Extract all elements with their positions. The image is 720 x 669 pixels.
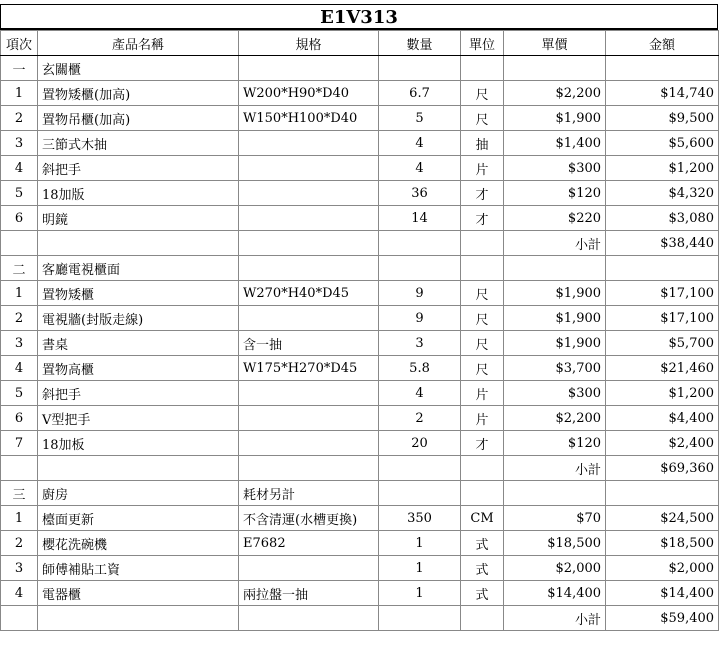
table-row	[1, 406, 719, 431]
header-spec: 規格	[239, 31, 379, 56]
item-spec: 兩拉盤一抽	[239, 581, 379, 606]
header-unit: 單位	[461, 31, 504, 56]
item-amount: $5,600	[606, 131, 719, 156]
item-unit: 片	[461, 406, 504, 431]
item-number: 3	[1, 556, 38, 581]
item-price: $300	[504, 156, 606, 181]
empty-cell	[379, 456, 461, 481]
empty-cell	[504, 256, 606, 281]
empty-cell	[461, 456, 504, 481]
item-qty: 3	[379, 331, 461, 356]
item-name: 置物矮櫃	[38, 281, 239, 306]
item-number: 3	[1, 331, 38, 356]
section-row	[1, 256, 719, 281]
item-qty: 36	[379, 181, 461, 206]
item-amount: $18,500	[606, 531, 719, 556]
item-spec	[239, 381, 379, 406]
item-price: $1,900	[504, 331, 606, 356]
item-spec	[239, 556, 379, 581]
item-unit: CM	[461, 506, 504, 531]
item-name: 斜把手	[38, 156, 239, 181]
item-price: $3,700	[504, 356, 606, 381]
item-name: 電器櫃	[38, 581, 239, 606]
item-name: 書桌	[38, 331, 239, 356]
section-spec	[239, 56, 379, 81]
item-name: 18加版	[38, 181, 239, 206]
subtotal-label: 小計	[504, 606, 606, 631]
subtotal-row	[1, 606, 719, 631]
item-amount: $9,500	[606, 106, 719, 131]
section-name: 玄關櫃	[38, 56, 239, 81]
item-name: 檯面更新	[38, 506, 239, 531]
item-name: 電視牆(封版走線)	[38, 306, 239, 331]
table-row	[1, 156, 719, 181]
item-qty: 1	[379, 581, 461, 606]
header-qty: 數量	[379, 31, 461, 56]
item-unit: 式	[461, 531, 504, 556]
item-spec	[239, 206, 379, 231]
empty-cell	[239, 606, 379, 631]
item-spec: W175*H270*D45	[239, 356, 379, 381]
item-spec: W270*H40*D45	[239, 281, 379, 306]
item-name: 置物矮櫃(加高)	[38, 81, 239, 106]
item-qty: 9	[379, 281, 461, 306]
table-row	[1, 81, 719, 106]
item-spec: W150*H100*D40	[239, 106, 379, 131]
item-price: $1,900	[504, 281, 606, 306]
item-amount: $24,500	[606, 506, 719, 531]
item-unit: 式	[461, 581, 504, 606]
item-number: 4	[1, 581, 38, 606]
item-number: 5	[1, 181, 38, 206]
item-price: $220	[504, 206, 606, 231]
item-qty: 4	[379, 131, 461, 156]
item-number: 1	[1, 506, 38, 531]
item-amount: $21,460	[606, 356, 719, 381]
item-spec: 不含清運(水槽更換)	[239, 506, 379, 531]
empty-cell	[379, 481, 461, 506]
item-name: 斜把手	[38, 381, 239, 406]
item-qty: 5.8	[379, 356, 461, 381]
item-spec	[239, 406, 379, 431]
item-unit: 尺	[461, 306, 504, 331]
item-spec: 含一抽	[239, 331, 379, 356]
item-number: 2	[1, 531, 38, 556]
item-qty: 9	[379, 306, 461, 331]
subtotal-amount: $38,440	[606, 231, 719, 256]
item-price: $1,900	[504, 306, 606, 331]
empty-cell	[239, 456, 379, 481]
item-amount: $14,400	[606, 581, 719, 606]
table-row	[1, 506, 719, 531]
item-spec	[239, 156, 379, 181]
item-number: 1	[1, 281, 38, 306]
item-amount: $3,080	[606, 206, 719, 231]
item-unit: 尺	[461, 106, 504, 131]
empty-cell	[1, 231, 38, 256]
item-price: $120	[504, 431, 606, 456]
item-spec	[239, 431, 379, 456]
empty-cell	[1, 456, 38, 481]
section-number: 二	[1, 256, 38, 281]
item-qty: 1	[379, 556, 461, 581]
header-amount: 金額	[606, 31, 719, 56]
item-amount: $4,320	[606, 181, 719, 206]
item-amount: $1,200	[606, 381, 719, 406]
empty-cell	[38, 606, 239, 631]
item-number: 2	[1, 306, 38, 331]
item-amount: $17,100	[606, 306, 719, 331]
empty-cell	[461, 606, 504, 631]
empty-cell	[504, 481, 606, 506]
item-unit: 抽	[461, 131, 504, 156]
item-price: $300	[504, 381, 606, 406]
item-qty: 5	[379, 106, 461, 131]
empty-cell	[606, 256, 719, 281]
item-qty: 350	[379, 506, 461, 531]
section-name: 客廳電視櫃面	[38, 256, 239, 281]
item-unit: 才	[461, 181, 504, 206]
item-number: 5	[1, 381, 38, 406]
item-price: $2,200	[504, 406, 606, 431]
item-unit: 尺	[461, 331, 504, 356]
subtotal-amount: $59,400	[606, 606, 719, 631]
item-unit: 式	[461, 556, 504, 581]
subtotal-label: 小計	[504, 231, 606, 256]
subtotal-amount: $69,360	[606, 456, 719, 481]
empty-cell	[461, 56, 504, 81]
table-row	[1, 131, 719, 156]
item-unit: 片	[461, 381, 504, 406]
section-spec: 耗材另計	[239, 481, 379, 506]
quote-table	[0, 30, 719, 631]
section-number: 三	[1, 481, 38, 506]
header-row	[1, 31, 719, 56]
item-number: 4	[1, 356, 38, 381]
item-qty: 2	[379, 406, 461, 431]
item-spec	[239, 306, 379, 331]
item-amount: $14,740	[606, 81, 719, 106]
item-amount: $4,400	[606, 406, 719, 431]
header-item-no: 項次	[1, 31, 38, 56]
item-number: 6	[1, 406, 38, 431]
table-row	[1, 106, 719, 131]
item-amount: $5,700	[606, 331, 719, 356]
item-name: 櫻花洗碗機	[38, 531, 239, 556]
item-price: $1,900	[504, 106, 606, 131]
item-spec	[239, 181, 379, 206]
table-row	[1, 181, 719, 206]
item-amount: $2,000	[606, 556, 719, 581]
sheet-title: E1V313	[0, 4, 718, 30]
item-amount: $17,100	[606, 281, 719, 306]
empty-cell	[461, 481, 504, 506]
empty-cell	[461, 256, 504, 281]
item-price: $70	[504, 506, 606, 531]
item-number: 2	[1, 106, 38, 131]
item-name: 三節式木抽	[38, 131, 239, 156]
table-row	[1, 431, 719, 456]
item-name: 明鏡	[38, 206, 239, 231]
item-spec: W200*H90*D40	[239, 81, 379, 106]
item-number: 7	[1, 431, 38, 456]
item-unit: 才	[461, 206, 504, 231]
item-unit: 才	[461, 431, 504, 456]
empty-cell	[239, 231, 379, 256]
item-name: 師傅補貼工資	[38, 556, 239, 581]
item-unit: 片	[461, 156, 504, 181]
item-amount: $2,400	[606, 431, 719, 456]
empty-cell	[461, 231, 504, 256]
item-price: $1,400	[504, 131, 606, 156]
table-row	[1, 306, 719, 331]
empty-cell	[379, 56, 461, 81]
section-row	[1, 481, 719, 506]
item-qty: 20	[379, 431, 461, 456]
item-number: 1	[1, 81, 38, 106]
empty-cell	[606, 481, 719, 506]
item-name: V型把手	[38, 406, 239, 431]
table-row	[1, 556, 719, 581]
item-qty: 4	[379, 381, 461, 406]
section-row	[1, 56, 719, 81]
empty-cell	[379, 606, 461, 631]
item-name: 置物高櫃	[38, 356, 239, 381]
item-name: 18加板	[38, 431, 239, 456]
empty-cell	[379, 231, 461, 256]
subtotal-label: 小計	[504, 456, 606, 481]
section-name: 廚房	[38, 481, 239, 506]
table-row	[1, 206, 719, 231]
table-row	[1, 331, 719, 356]
item-qty: 14	[379, 206, 461, 231]
section-number: 一	[1, 56, 38, 81]
item-price: $2,200	[504, 81, 606, 106]
item-qty: 4	[379, 156, 461, 181]
section-spec	[239, 256, 379, 281]
subtotal-row	[1, 456, 719, 481]
empty-cell	[1, 606, 38, 631]
item-unit: 尺	[461, 281, 504, 306]
item-qty: 6.7	[379, 81, 461, 106]
item-spec: E7682	[239, 531, 379, 556]
subtotal-row	[1, 231, 719, 256]
item-price: $2,000	[504, 556, 606, 581]
item-qty: 1	[379, 531, 461, 556]
item-unit: 尺	[461, 81, 504, 106]
header-name: 產品名稱	[38, 31, 239, 56]
item-number: 6	[1, 206, 38, 231]
table-body	[1, 31, 719, 631]
item-price: $120	[504, 181, 606, 206]
table-row	[1, 381, 719, 406]
item-price: $18,500	[504, 531, 606, 556]
item-name: 置物吊櫃(加高)	[38, 106, 239, 131]
empty-cell	[38, 456, 239, 481]
item-spec	[239, 131, 379, 156]
table-row	[1, 531, 719, 556]
empty-cell	[504, 56, 606, 81]
empty-cell	[606, 56, 719, 81]
table-row	[1, 281, 719, 306]
item-price: $14,400	[504, 581, 606, 606]
item-unit: 尺	[461, 356, 504, 381]
empty-cell	[379, 256, 461, 281]
item-amount: $1,200	[606, 156, 719, 181]
table-row	[1, 581, 719, 606]
table-row	[1, 356, 719, 381]
header-price: 單價	[504, 31, 606, 56]
item-number: 4	[1, 156, 38, 181]
empty-cell	[38, 231, 239, 256]
item-number: 3	[1, 131, 38, 156]
